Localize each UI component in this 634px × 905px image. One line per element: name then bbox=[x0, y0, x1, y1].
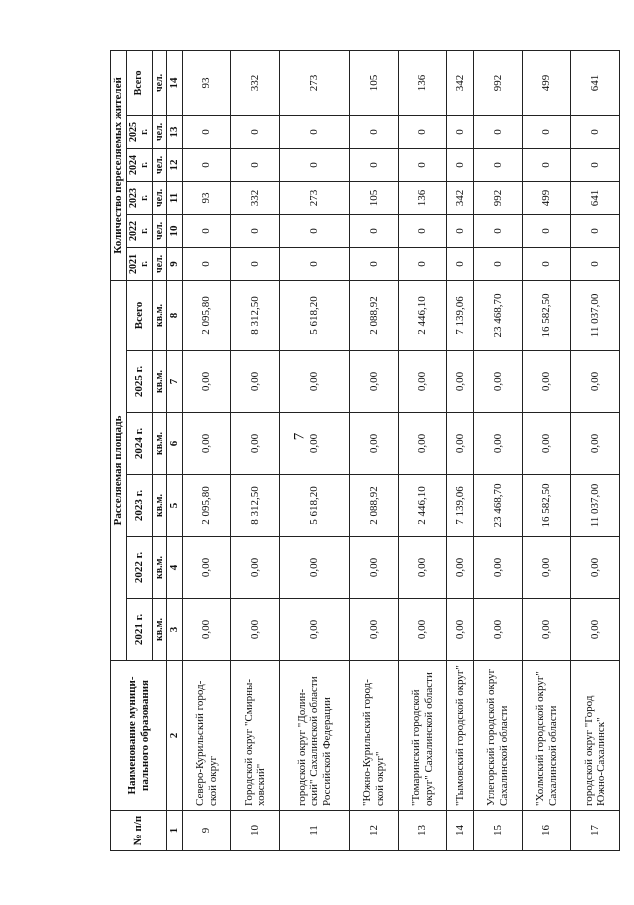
residents-value: 0 bbox=[350, 214, 399, 247]
area-value: 7 139,06 bbox=[447, 475, 474, 537]
area-value: 8 312,50 bbox=[231, 475, 280, 537]
municipality-name: городской округ "Город Южно-Сахалинск" bbox=[571, 661, 620, 811]
header-residents-year: 2022 г. bbox=[126, 214, 152, 247]
area-value: 0,00 bbox=[522, 599, 571, 661]
column-number: 2 bbox=[167, 661, 183, 811]
residents-value: 0 bbox=[182, 115, 231, 148]
residents-value: 0 bbox=[398, 247, 447, 280]
column-number: 6 bbox=[167, 413, 183, 475]
area-value: 7 139,06 bbox=[447, 280, 474, 350]
residents-value: 0 bbox=[182, 148, 231, 181]
residents-value: 0 bbox=[447, 214, 474, 247]
residents-value: 992 bbox=[474, 181, 523, 214]
area-value: 0,00 bbox=[279, 413, 349, 475]
municipality-name: городской округ "Долин-ский" Сахалинской области Российской Федерации bbox=[279, 661, 349, 811]
residents-value: 342 bbox=[447, 181, 474, 214]
area-value: 0,00 bbox=[571, 413, 620, 475]
header-residents-year: 2023 г. bbox=[126, 181, 152, 214]
residents-value: 0 bbox=[350, 148, 399, 181]
unit-area: кв.м. bbox=[152, 413, 167, 475]
residents-value: 0 bbox=[350, 115, 399, 148]
unit-area: кв.м. bbox=[152, 537, 167, 599]
residents-value: 136 bbox=[398, 50, 447, 115]
table-row bbox=[571, 50, 620, 850]
header-residents-group: Количество переселяемых жителей bbox=[111, 50, 127, 280]
residents-value: 0 bbox=[279, 115, 349, 148]
header-name: Наименование муници-пального образования bbox=[111, 661, 167, 811]
column-number: 12 bbox=[167, 148, 183, 181]
area-value: 0,00 bbox=[571, 599, 620, 661]
municipality-name: Углегорский городской округ Сахалинской области bbox=[474, 661, 523, 811]
residents-value: 0 bbox=[447, 247, 474, 280]
header-residents-year: 2021 г. bbox=[126, 247, 152, 280]
area-value: 0,00 bbox=[350, 413, 399, 475]
header-row-1 bbox=[111, 50, 127, 850]
area-value: 0,00 bbox=[474, 413, 523, 475]
column-number: 1 bbox=[167, 811, 183, 851]
residents-value: 93 bbox=[182, 181, 231, 214]
row-number: 16 bbox=[522, 811, 571, 851]
area-value: 0,00 bbox=[182, 599, 231, 661]
row-number: 12 bbox=[350, 811, 399, 851]
area-value: 0,00 bbox=[182, 351, 231, 413]
table-row bbox=[522, 50, 571, 850]
area-value: 11 037,00 bbox=[571, 475, 620, 537]
unit-area: кв.м. bbox=[152, 475, 167, 537]
area-value: 0,00 bbox=[279, 599, 349, 661]
rotated-table-wrapper bbox=[110, 51, 620, 851]
area-value: 0,00 bbox=[279, 537, 349, 599]
residents-value: 0 bbox=[231, 148, 280, 181]
row-number: 10 bbox=[231, 811, 280, 851]
municipality-name: "Томаринский городской округ" Сахалинской области bbox=[398, 661, 447, 811]
header-area-year: 2022 г. bbox=[126, 537, 152, 599]
area-value: 0,00 bbox=[447, 351, 474, 413]
residents-value: 0 bbox=[447, 148, 474, 181]
area-value: 16 582,50 bbox=[522, 280, 571, 350]
residents-value: 0 bbox=[522, 115, 571, 148]
unit-area: кв.м. bbox=[152, 280, 167, 350]
header-area-year: 2024 г. bbox=[126, 413, 152, 475]
page-number: 7 bbox=[291, 432, 308, 441]
area-value: 2 446,10 bbox=[398, 475, 447, 537]
table-row bbox=[474, 50, 523, 850]
residents-value: 0 bbox=[474, 148, 523, 181]
residents-value: 0 bbox=[522, 214, 571, 247]
residents-value: 499 bbox=[522, 181, 571, 214]
column-number: 3 bbox=[167, 599, 183, 661]
column-number: 4 bbox=[167, 537, 183, 599]
residents-value: 136 bbox=[398, 181, 447, 214]
municipality-name: "Тымовский городской округ" bbox=[447, 661, 474, 811]
residents-value: 0 bbox=[182, 247, 231, 280]
area-value: 0,00 bbox=[398, 413, 447, 475]
area-value: 0,00 bbox=[398, 537, 447, 599]
header-area-group: Расселяемая площадь bbox=[111, 280, 127, 660]
area-value: 0,00 bbox=[231, 351, 280, 413]
area-value: 0,00 bbox=[231, 599, 280, 661]
residents-value: 0 bbox=[231, 115, 280, 148]
table-row bbox=[350, 50, 399, 850]
row-number: 11 bbox=[279, 811, 349, 851]
residents-value: 0 bbox=[474, 214, 523, 247]
area-value: 0,00 bbox=[350, 599, 399, 661]
residents-value: 0 bbox=[231, 214, 280, 247]
row-number: 13 bbox=[398, 811, 447, 851]
table-row bbox=[398, 50, 447, 850]
row-number: 9 bbox=[182, 811, 231, 851]
area-value: 0,00 bbox=[474, 537, 523, 599]
residents-value: 499 bbox=[522, 50, 571, 115]
area-value: 2 446,10 bbox=[398, 280, 447, 350]
area-value: 16 582,50 bbox=[522, 475, 571, 537]
residents-value: 0 bbox=[350, 247, 399, 280]
area-value: 0,00 bbox=[447, 413, 474, 475]
residents-value: 641 bbox=[571, 181, 620, 214]
resettlement-table bbox=[110, 50, 620, 851]
area-value: 0,00 bbox=[398, 351, 447, 413]
residents-value: 342 bbox=[447, 50, 474, 115]
municipality-name: Городской округ "Смирны-ховский" bbox=[231, 661, 280, 811]
unit-residents: чел. bbox=[152, 115, 167, 148]
unit-residents: чел. bbox=[152, 50, 167, 115]
area-value: 0,00 bbox=[231, 537, 280, 599]
area-value: 0,00 bbox=[522, 351, 571, 413]
header-area-year: 2021 г. bbox=[126, 599, 152, 661]
table-row bbox=[279, 50, 349, 850]
area-value: 0,00 bbox=[474, 599, 523, 661]
column-number: 9 bbox=[167, 247, 183, 280]
area-value: 0,00 bbox=[350, 537, 399, 599]
area-value: 2 088,92 bbox=[350, 475, 399, 537]
table-row bbox=[231, 50, 280, 850]
header-residents-year: 2025 г. bbox=[126, 115, 152, 148]
municipality-name: Северо-Курильский город-ской округ bbox=[182, 661, 231, 811]
header-area-year: 2023 г. bbox=[126, 475, 152, 537]
residents-value: 0 bbox=[522, 247, 571, 280]
column-number: 11 bbox=[167, 181, 183, 214]
area-value: 23 468,70 bbox=[474, 475, 523, 537]
residents-value: 641 bbox=[571, 50, 620, 115]
residents-value: 105 bbox=[350, 50, 399, 115]
column-number: 7 bbox=[167, 351, 183, 413]
area-value: 2 095,80 bbox=[182, 280, 231, 350]
area-value: 0,00 bbox=[398, 599, 447, 661]
residents-value: 0 bbox=[279, 148, 349, 181]
residents-value: 0 bbox=[182, 214, 231, 247]
area-value: 0,00 bbox=[447, 599, 474, 661]
residents-value: 93 bbox=[182, 50, 231, 115]
area-value: 8 312,50 bbox=[231, 280, 280, 350]
table-row bbox=[182, 50, 231, 850]
residents-value: 992 bbox=[474, 50, 523, 115]
unit-area: кв.м. bbox=[152, 351, 167, 413]
area-value: 5 618,20 bbox=[279, 475, 349, 537]
area-value: 0,00 bbox=[279, 351, 349, 413]
header-residents-year: 2024 г. bbox=[126, 148, 152, 181]
area-value: 23 468,70 bbox=[474, 280, 523, 350]
residents-value: 0 bbox=[474, 115, 523, 148]
area-value: 2 088,92 bbox=[350, 280, 399, 350]
residents-value: 273 bbox=[279, 181, 349, 214]
residents-value: 0 bbox=[279, 247, 349, 280]
header-num: № п/п bbox=[111, 811, 167, 851]
residents-value: 0 bbox=[474, 247, 523, 280]
header-area-year: 2025 г. bbox=[126, 351, 152, 413]
residents-value: 0 bbox=[571, 214, 620, 247]
area-value: 0,00 bbox=[350, 351, 399, 413]
column-number: 5 bbox=[167, 475, 183, 537]
table-row bbox=[447, 50, 474, 850]
unit-area: кв.м. bbox=[152, 599, 167, 661]
column-number: 10 bbox=[167, 214, 183, 247]
residents-value: 0 bbox=[571, 115, 620, 148]
row-number: 14 bbox=[447, 811, 474, 851]
area-value: 0,00 bbox=[571, 537, 620, 599]
row-number: 17 bbox=[571, 811, 620, 851]
column-number: 14 bbox=[167, 50, 183, 115]
area-value: 2 095,80 bbox=[182, 475, 231, 537]
unit-residents: чел. bbox=[152, 181, 167, 214]
column-number: 8 bbox=[167, 280, 183, 350]
area-value: 0,00 bbox=[447, 537, 474, 599]
area-value: 0,00 bbox=[231, 413, 280, 475]
area-value: 0,00 bbox=[182, 537, 231, 599]
residents-value: 273 bbox=[279, 50, 349, 115]
residents-value: 0 bbox=[398, 148, 447, 181]
residents-value: 0 bbox=[398, 115, 447, 148]
municipality-name: "Южно-Курильский город-ской округ" bbox=[350, 661, 399, 811]
residents-value: 0 bbox=[522, 148, 571, 181]
area-value: 5 618,20 bbox=[279, 280, 349, 350]
unit-residents: чел. bbox=[152, 148, 167, 181]
area-value: 0,00 bbox=[474, 351, 523, 413]
residents-value: 0 bbox=[447, 115, 474, 148]
residents-value: 332 bbox=[231, 181, 280, 214]
residents-value: 0 bbox=[279, 214, 349, 247]
residents-value: 0 bbox=[571, 247, 620, 280]
area-value: 0,00 bbox=[522, 537, 571, 599]
residents-value: 0 bbox=[571, 148, 620, 181]
header-row-col-numbers bbox=[167, 50, 183, 850]
area-value: 0,00 bbox=[522, 413, 571, 475]
residents-value: 105 bbox=[350, 181, 399, 214]
municipality-name: "Холмский городской округ" Сахалинской области bbox=[522, 661, 571, 811]
row-number: 15 bbox=[474, 811, 523, 851]
unit-residents: чел. bbox=[152, 214, 167, 247]
residents-value: 332 bbox=[231, 50, 280, 115]
header-residents-year: Всего bbox=[126, 50, 152, 115]
unit-residents: чел. bbox=[152, 247, 167, 280]
residents-value: 0 bbox=[398, 214, 447, 247]
header-area-year: Всего bbox=[126, 280, 152, 350]
column-number: 13 bbox=[167, 115, 183, 148]
area-value: 11 037,00 bbox=[571, 280, 620, 350]
residents-value: 0 bbox=[231, 247, 280, 280]
area-value: 0,00 bbox=[571, 351, 620, 413]
area-value: 0,00 bbox=[182, 413, 231, 475]
